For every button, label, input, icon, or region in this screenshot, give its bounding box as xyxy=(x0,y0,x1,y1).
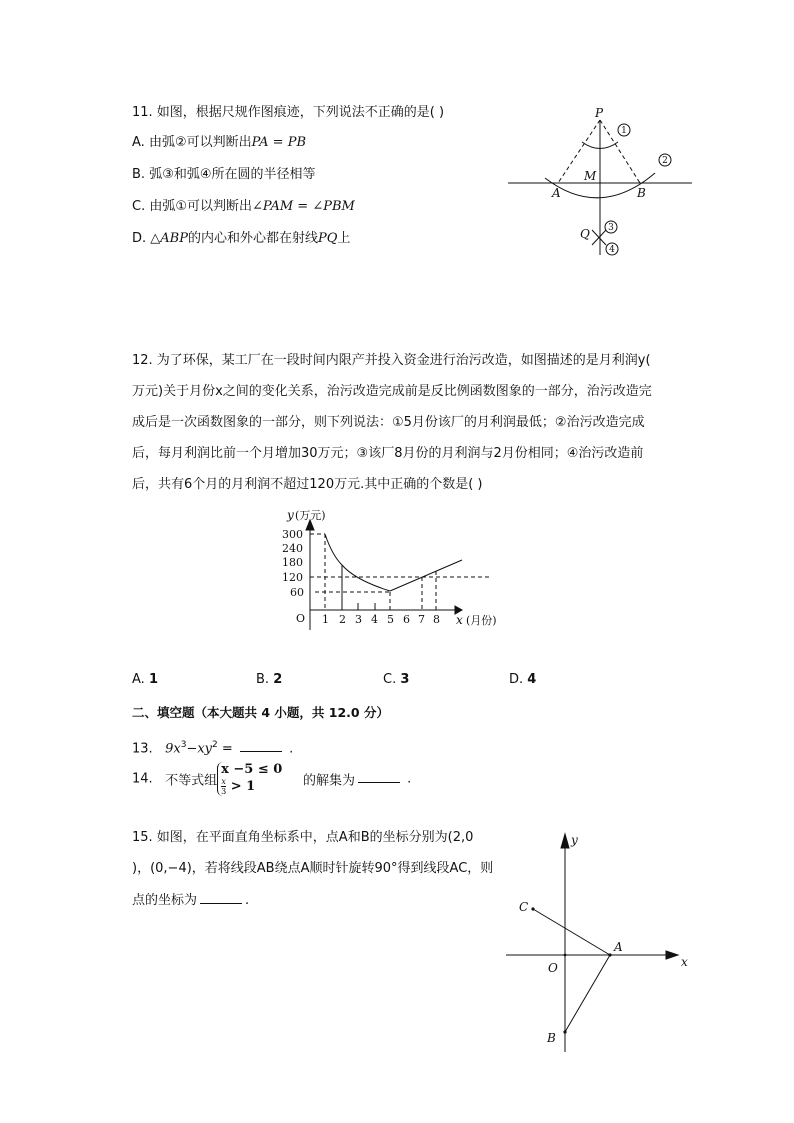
section-heading: 二、填空题（本大题共 4 小题，共 12.0 分） xyxy=(132,705,389,720)
q11-construction-figure xyxy=(500,100,700,260)
inequality-system: x −5 ≤ 0 $\frac{x}{3}$ > 1 xyxy=(217,762,282,796)
svg-text:180: 180 xyxy=(282,556,303,569)
svg-text:O: O xyxy=(296,612,306,625)
q15-coordinate-figure xyxy=(500,820,700,1060)
svg-text:4: 4 xyxy=(371,613,378,626)
option-math: PA = PB xyxy=(251,135,306,150)
svg-text:120: 120 xyxy=(282,571,303,584)
point-q-label: Q xyxy=(580,227,590,241)
q11-option-d[interactable] xyxy=(132,230,350,248)
svg-text:1: 1 xyxy=(322,613,329,626)
svg-text:(月份): (月份) xyxy=(466,614,497,627)
q11-option-b[interactable] xyxy=(132,166,316,184)
option-label: C. xyxy=(132,199,146,214)
q13-answer-blank[interactable] xyxy=(240,739,282,752)
svg-text:7: 7 xyxy=(418,613,425,626)
q12-line-1: 12. 为了环保，某工厂在一段时间内限产并投入资金进行治污改造，如图描述的是月利润y( xyxy=(132,353,651,368)
q11-stem: 11. 如图，根据尺规作图痕迹，下列说法不正确的是( ) xyxy=(132,105,445,120)
q14: 14. 不等式组 x −5 ≤ 0 $\frac{x}{3}$ > 1 的解集为 . xyxy=(132,762,412,796)
q12-option-d[interactable]: D. 4 xyxy=(509,672,537,687)
option-text: 由弧②可以判断出 xyxy=(148,135,252,150)
q12-line-3: 成后是一次函数图象的一部分，则下列说法：①5月份该厂的月利润最低；②治污改造完成 xyxy=(132,415,645,430)
svg-text:4: 4 xyxy=(609,245,615,255)
svg-text:1: 1 xyxy=(621,126,627,136)
option-suffix: 上 xyxy=(337,231,351,246)
point-b-label: B xyxy=(637,186,646,200)
point-a-label: A xyxy=(614,940,623,954)
q14-answer-blank[interactable] xyxy=(358,770,400,783)
svg-text:x: x xyxy=(456,613,463,627)
svg-text:(万元): (万元) xyxy=(295,509,326,522)
svg-text:60: 60 xyxy=(290,586,304,599)
option-label: A. xyxy=(132,135,145,150)
svg-text:240: 240 xyxy=(282,542,303,555)
svg-text:y: y xyxy=(287,508,294,522)
svg-text:2: 2 xyxy=(339,613,346,626)
q12-profit-chart xyxy=(270,500,530,635)
svg-text:3: 3 xyxy=(355,613,362,626)
option-text: 弧③和弧④所在圆的半径相等 xyxy=(149,167,316,182)
option-label: B. xyxy=(132,167,146,182)
q12-line-4: 后，每月利润比前一个月增加30万元；③该厂8月份的月利润与2月份相同；④治污改造前 xyxy=(132,446,644,461)
q13: 13. $9x^3-xy^2$ = . xyxy=(132,740,294,757)
option-math-prefix: △ABP xyxy=(150,231,188,246)
option-math: ∠PAM = ∠PBM xyxy=(252,199,355,214)
y-axis-label: y xyxy=(571,833,578,847)
point-b-label: B xyxy=(547,1031,556,1045)
q12-option-a[interactable]: A. 1 xyxy=(132,672,158,687)
q11-option-a[interactable] xyxy=(132,134,306,152)
svg-text:2: 2 xyxy=(662,156,668,166)
svg-text:6: 6 xyxy=(403,613,410,626)
q15-line-2: )，(0,−4)，若将线段AB绕点A顺时针旋转90°得到线段AC，则 xyxy=(132,861,494,876)
q12-line-2: 万元)关于月份x之间的变化关系，治污改造完成前是反比例函数图象的一部分，治污改造完 xyxy=(132,384,652,399)
point-m-label: M xyxy=(584,169,597,183)
q15-line-1: 15. 如图，在平面直角坐标系中，点A和B的坐标分别为(2,0 xyxy=(132,830,474,845)
option-text: 由弧①可以判断出 xyxy=(149,199,253,214)
q15-answer-blank[interactable] xyxy=(200,891,242,904)
q12-option-b[interactable]: B. 2 xyxy=(256,672,283,687)
svg-text:300: 300 xyxy=(282,528,303,541)
option-math: PQ xyxy=(318,231,338,246)
q12-line-5: 后，共有6个月的月利润不超过120万元.其中正确的个数是( ) xyxy=(132,477,483,492)
q12-option-c[interactable]: C. 3 xyxy=(383,672,410,687)
point-c-label: C xyxy=(519,900,529,914)
option-text: 的内心和外心都在射线 xyxy=(187,231,318,246)
option-label: D. xyxy=(132,231,147,246)
svg-text:5: 5 xyxy=(387,613,394,626)
svg-text:3: 3 xyxy=(608,223,614,233)
q11-option-c[interactable] xyxy=(132,198,355,216)
q15-line-3: 点的坐标为 . xyxy=(132,893,250,908)
point-p-label: P xyxy=(595,106,604,120)
svg-text:8: 8 xyxy=(433,613,440,626)
point-a-label: A xyxy=(552,186,561,200)
x-axis-label: x xyxy=(681,955,688,969)
origin-label: O xyxy=(548,961,558,975)
